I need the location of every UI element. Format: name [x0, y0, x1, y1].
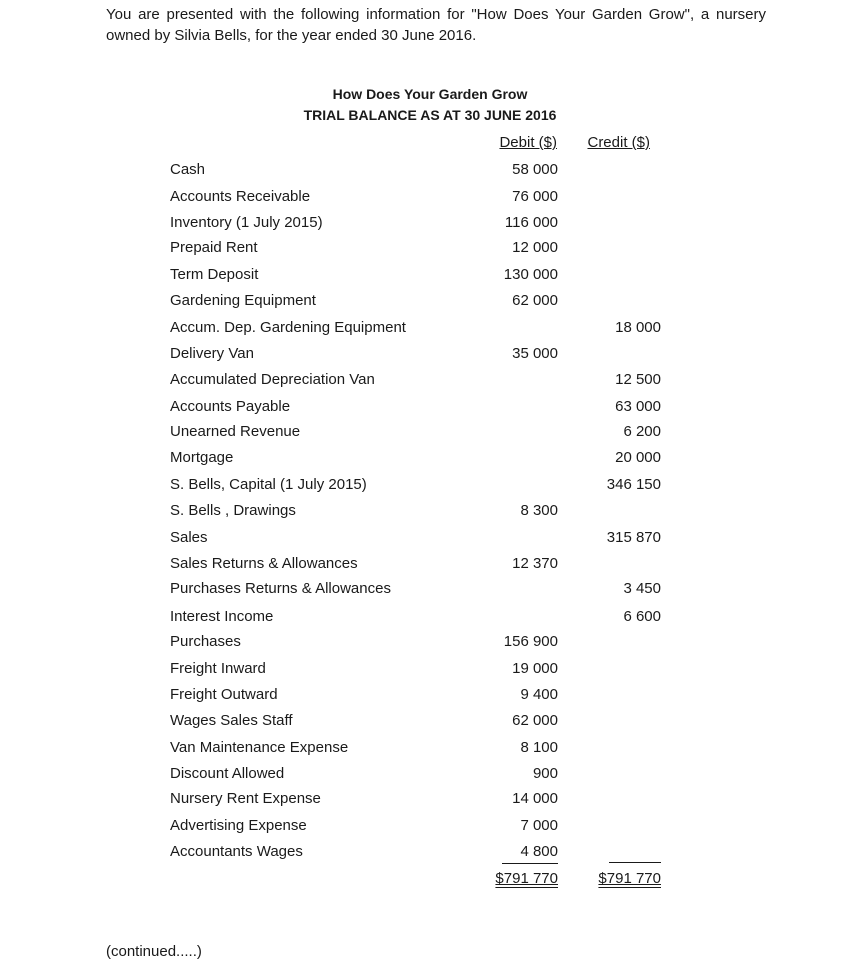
- account-name: Accountants Wages: [170, 843, 303, 860]
- table-row: [0, 553, 867, 575]
- table-row: [0, 447, 867, 469]
- table-row: [0, 474, 867, 496]
- credit-amount: 6 600: [623, 608, 661, 625]
- table-row: [0, 737, 867, 759]
- debit-amount: 12 000: [512, 239, 558, 256]
- account-name: Accounts Receivable: [170, 188, 311, 205]
- debit-amount: 14 000: [512, 790, 558, 807]
- debit-amount: 62 000: [512, 292, 558, 309]
- table-row: [0, 710, 867, 732]
- table-row: [0, 237, 867, 259]
- debit-amount: 76 000: [512, 188, 558, 205]
- account-name: Van Maintenance Expense: [170, 739, 349, 756]
- table-row: [0, 264, 867, 286]
- statement-title: TRIAL BALANCE AS AT 30 JUNE 2016: [303, 107, 557, 123]
- debit-amount: 62 000: [512, 712, 558, 729]
- table-row: [0, 159, 867, 181]
- account-name: Advertising Expense: [170, 817, 307, 834]
- debit-amount: 156 900: [503, 633, 558, 650]
- table-row: [0, 631, 867, 653]
- credit-amount: 346 150: [606, 476, 661, 493]
- account-name: Unearned Revenue: [170, 423, 301, 440]
- table-row: [0, 841, 867, 863]
- intro-paragraph: You are presented with the following information for "How Does Your Garden Grow", a nursery owned by Silvia Bells, for the year ended 30 June 2016.: [106, 6, 766, 44]
- debit-amount: 8 300: [520, 502, 558, 519]
- credit-amount: 3 450: [623, 580, 661, 597]
- table-row: [0, 396, 867, 418]
- account-name: Purchases Returns & Allowances: [170, 580, 391, 597]
- account-name: Accumulated Depreciation Van: [170, 371, 375, 388]
- credit-amount: 63 000: [615, 398, 661, 415]
- business-name: How Does Your Garden Grow: [332, 86, 528, 102]
- credit-amount: 12 500: [615, 371, 661, 388]
- account-name: Accum. Dep. Gardening Equipment: [170, 319, 406, 336]
- table-row: [0, 527, 867, 549]
- debit-amount: 19 000: [512, 660, 558, 677]
- account-name: S. Bells , Drawings: [170, 502, 296, 519]
- account-name: Freight Outward: [170, 686, 278, 703]
- account-name: Interest Income: [170, 608, 274, 625]
- account-name: Cash: [170, 161, 206, 178]
- debit-amount: 7 000: [520, 817, 558, 834]
- account-name: S. Bells, Capital (1 July 2015): [170, 476, 367, 493]
- account-name: Delivery Van: [170, 345, 254, 362]
- account-name: Purchases: [170, 633, 241, 650]
- account-name: Sales: [170, 529, 208, 546]
- table-row: [0, 658, 867, 680]
- table-row: [0, 186, 867, 208]
- account-name: Freight Inward: [170, 660, 266, 677]
- table-row: [0, 317, 867, 339]
- account-name: Wages Sales Staff: [170, 712, 293, 729]
- debit-amount: 12 370: [512, 555, 558, 572]
- account-name: Nursery Rent Expense: [170, 790, 321, 807]
- account-name: Discount Allowed: [170, 765, 285, 782]
- account-name: Prepaid Rent: [170, 239, 258, 256]
- account-name: Accounts Payable: [170, 398, 291, 415]
- debit-amount: 58 000: [512, 161, 558, 178]
- debit-amount: 4 800: [502, 841, 558, 864]
- debit-amount: 8 100: [520, 739, 558, 756]
- debit-amount: 900: [532, 765, 558, 782]
- account-name: Inventory (1 July 2015): [170, 214, 323, 231]
- continued-note: (continued.....): [106, 943, 202, 960]
- account-name: Mortgage: [170, 449, 234, 466]
- table-row: [0, 369, 867, 391]
- account-name: Sales Returns & Allowances: [170, 555, 358, 572]
- table-row: [0, 788, 867, 810]
- account-name: Gardening Equipment: [170, 292, 316, 309]
- table-row: [0, 763, 867, 785]
- credit-column-header: Credit ($): [587, 134, 650, 151]
- table-row: [0, 212, 867, 234]
- credit-total: $791 770: [598, 870, 661, 887]
- debit-amount: 35 000: [512, 345, 558, 362]
- table-row: [0, 290, 867, 312]
- totals-row: [0, 868, 867, 890]
- table-row: [0, 578, 867, 600]
- trial-balance-heading: [280, 84, 580, 126]
- table-row: [0, 815, 867, 837]
- credit-amount: 20 000: [615, 449, 661, 466]
- table-row: [0, 500, 867, 522]
- account-name: Term Deposit: [170, 266, 259, 283]
- debit-column-header: Debit ($): [499, 134, 557, 151]
- debit-total: $791 770: [495, 870, 558, 887]
- credit-subtotal-rule: [609, 862, 661, 863]
- table-row: [0, 343, 867, 365]
- table-row: [0, 421, 867, 443]
- table-row: [0, 606, 867, 628]
- debit-amount: 116 000: [504, 214, 558, 231]
- table-row: [0, 684, 867, 706]
- credit-amount: 315 870: [606, 529, 661, 546]
- debit-amount: 9 400: [520, 686, 558, 703]
- debit-amount: 130 000: [503, 266, 558, 283]
- credit-amount: 18 000: [615, 319, 661, 336]
- credit-amount: 6 200: [623, 423, 661, 440]
